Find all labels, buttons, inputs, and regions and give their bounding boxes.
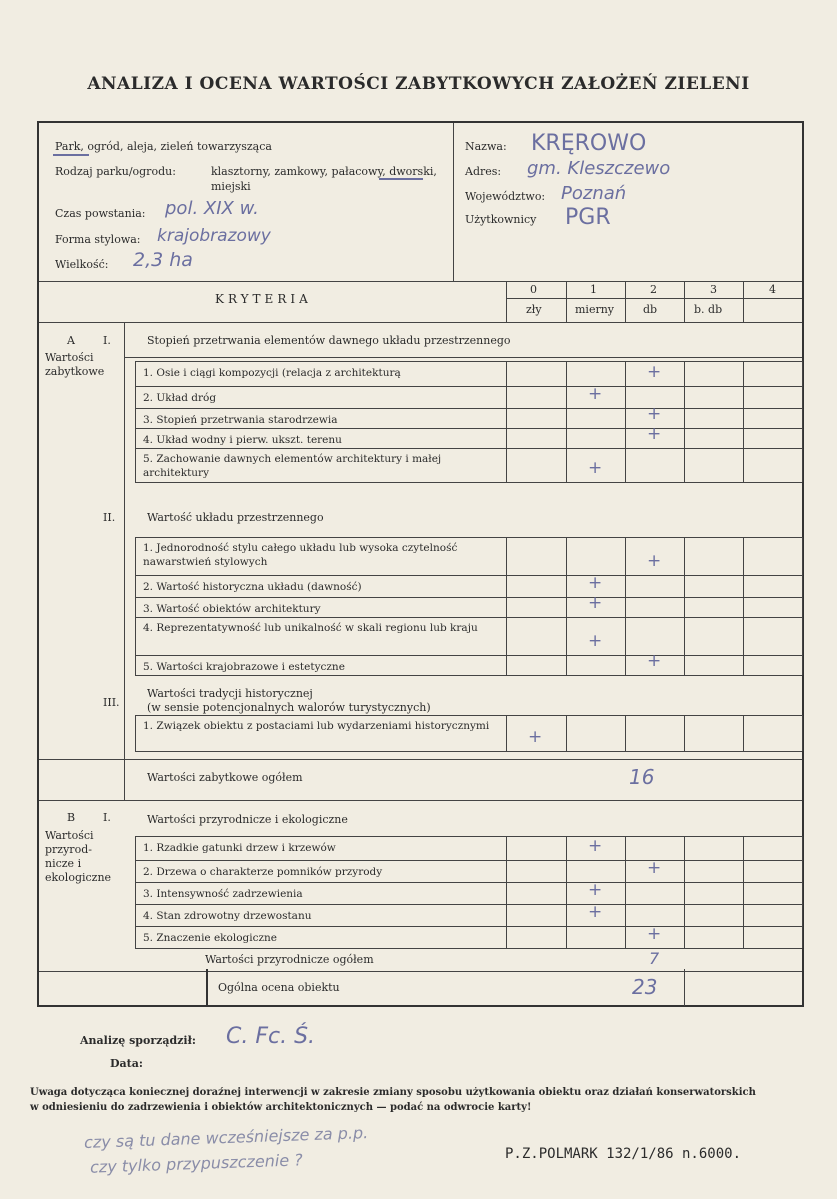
wielkosc-label: Wielkość: xyxy=(55,258,109,271)
overall-box xyxy=(206,969,804,1007)
adres-value: gm. Kleszczewo xyxy=(527,158,671,179)
b1-item-label: 1. Rzadkie gatunki drzew i krzewów xyxy=(143,842,336,854)
kryteria-label: KRYTERIA xyxy=(215,292,312,306)
a3-score-mark: + xyxy=(528,727,543,747)
b1-item-label: 5. Znaczenie ekologiczne xyxy=(143,932,278,944)
overall-value: 23 xyxy=(632,975,658,999)
group-a2-roman: II. xyxy=(103,511,116,524)
a2-item-label: 5. Wartości krajobrazowe i estetyczne xyxy=(143,661,345,673)
assessment-form xyxy=(37,121,804,1007)
analiza-label: Analizę sporządził: xyxy=(80,1034,196,1047)
section-a-roman: I. xyxy=(103,334,111,347)
b1-score-mark: + xyxy=(588,836,603,856)
desc-2: db xyxy=(643,303,658,316)
a2-item-label: 3. Wartość obiektów architektury xyxy=(143,603,321,615)
b1-score-mark: + xyxy=(588,902,603,922)
b1-score-mark: + xyxy=(647,924,662,944)
czas-value: pol. XIX w. xyxy=(165,198,259,219)
print-code: P.Z.POLMARK 132/1/86 n.6000. xyxy=(505,1146,742,1162)
a1-item-label: 4. Układ wodny i pierw. ukszt. terenu xyxy=(143,434,342,446)
group-a3-title-2: (w sensie potencjonalnych walorów turystycznych) xyxy=(147,701,431,714)
b1-item-label: 2. Drzewa o charakterze pomników przyrody xyxy=(143,866,383,878)
czas-label: Czas powstania: xyxy=(55,207,146,220)
a2-score-mark: + xyxy=(647,551,662,571)
analiza-value: C. Fc. Ś. xyxy=(226,1024,316,1049)
handwritten-note-2: czy tylko przypuszczenie ? xyxy=(89,1150,304,1177)
nazwa-value: KRĘROWO xyxy=(531,131,647,156)
section-a-label-2: zabytkowe xyxy=(45,365,105,378)
dworski-underline xyxy=(379,178,423,180)
group-a3-title-1: Wartości tradycji historycznej xyxy=(147,687,313,700)
forma-label: Forma stylowa: xyxy=(55,233,141,246)
section-b-label-3: nicze i xyxy=(45,857,82,870)
page-title: ANALIZA I OCENA WARTOŚCI ZABYTKOWYCH ZAŁOŻEŃ ZIELENI xyxy=(87,74,750,94)
b-total-label: Wartości przyrodnicze ogółem xyxy=(205,953,374,966)
b1-item-label: 4. Stan zdrowotny drzewostanu xyxy=(143,910,312,922)
uwaga-line-1: Uwaga dotycząca koniecznej doraźnej interwencji w zakresie zmiany sposobu użytkowania obiektu oraz działań konserwatorskich xyxy=(30,1087,756,1098)
a2-score-mark: + xyxy=(588,593,603,613)
group-a3-roman: III. xyxy=(103,696,120,709)
section-b-label-4: ekologiczne xyxy=(45,871,112,884)
b1-score-mark: + xyxy=(588,880,603,900)
wojewodztwo-value: Poznań xyxy=(561,183,627,204)
section-b-label-1: Wartości xyxy=(45,829,94,842)
a1-score-mark: + xyxy=(647,404,662,424)
park-underline xyxy=(53,154,89,156)
forma-value: krajobrazowy xyxy=(157,226,271,246)
group-a1-title: Stopień przetrwania elementów dawnego układu przestrzennego xyxy=(147,334,511,347)
data-label: Data: xyxy=(110,1057,143,1070)
a-total-value: 16 xyxy=(629,765,655,789)
a3-item-label: 1. Związek obiektu z postaciami lub wydarzeniami historycznymi xyxy=(143,720,490,732)
a2-score-mark: + xyxy=(588,631,603,651)
overall-label: Ogólna ocena obiektu xyxy=(218,981,340,994)
a1-item-label: 3. Stopień przetrwania starodrzewia xyxy=(143,414,338,426)
score-4: 4 xyxy=(769,283,776,296)
group-a2-title: Wartość układu przestrzennego xyxy=(147,511,324,524)
park-types: Park, ogród, aleja, zieleń towarzysząca xyxy=(55,140,272,153)
section-a-code: A xyxy=(67,334,75,347)
desc-1: mierny xyxy=(575,303,615,316)
a2-score-mark: + xyxy=(647,651,662,671)
wojewodztwo-label: Województwo: xyxy=(465,190,546,203)
a1-item-label: 1. Osie i ciągi kompozycji (relacja z architekturą xyxy=(143,367,401,379)
a1-score-mark: + xyxy=(588,458,603,478)
b1-item-label: 3. Intensywność zadrzewienia xyxy=(143,888,303,900)
wielkosc-value: 2,3 ha xyxy=(133,249,193,271)
a-total-label: Wartości zabytkowe ogółem xyxy=(147,771,303,784)
uwaga-line-2: w odniesieniu do zadrzewienia i obiektów architektonicznych — podać na odwrocie karty! xyxy=(30,1102,532,1113)
a1-item-label: 2. Układ dróg xyxy=(143,392,217,404)
adres-label: Adres: xyxy=(465,165,502,178)
score-1: 1 xyxy=(590,283,597,296)
score-0: 0 xyxy=(530,283,537,296)
a2-item-label: 4. Reprezentatywność lub unikalność w skali regionu lub kraju xyxy=(143,622,478,634)
a1-score-mark: + xyxy=(647,424,662,444)
a1-item-label: 5. Zachowanie dawnych elementów architektury i małej architektury xyxy=(143,453,442,479)
a1-score-mark: + xyxy=(647,362,662,382)
nazwa-label: Nazwa: xyxy=(465,140,507,153)
score-2: 2 xyxy=(650,283,657,296)
section-b-code: B xyxy=(67,811,76,824)
b1-score-mark: + xyxy=(647,858,662,878)
a1-score-mark: + xyxy=(588,384,603,404)
a2-item-label: 2. Wartość historyczna układu (dawność) xyxy=(143,581,362,593)
a2-item-label: 1. Jednorodność stylu całego układu lub wysoka czytelność nawarstwień stylowych xyxy=(143,542,458,568)
section-a-label-1: Wartości xyxy=(45,351,94,364)
uzytkownicy-label: Użytkownicy xyxy=(465,213,537,226)
rodzaj-label: Rodzaj parku/ogrodu: xyxy=(55,165,176,178)
rodzaj-options: klasztorny, zamkowy, pałacowy, dworski, xyxy=(211,165,437,178)
b-total-value: 7 xyxy=(649,949,660,968)
desc-3: b. db xyxy=(694,303,723,316)
score-3: 3 xyxy=(710,283,717,296)
a2-score-mark: + xyxy=(588,573,603,593)
rodzaj-options-2: miejski xyxy=(211,180,251,193)
desc-0: zły xyxy=(526,303,542,316)
uzytkownicy-value: PGR xyxy=(565,205,611,230)
section-b-roman: I. xyxy=(103,811,111,824)
section-b-label-2: przyrod- xyxy=(45,843,92,856)
group-b1-title: Wartości przyrodnicze i ekologiczne xyxy=(147,813,348,826)
handwritten-note-1: czy są tu dane wcześniejsze za p.p. xyxy=(83,1123,369,1152)
